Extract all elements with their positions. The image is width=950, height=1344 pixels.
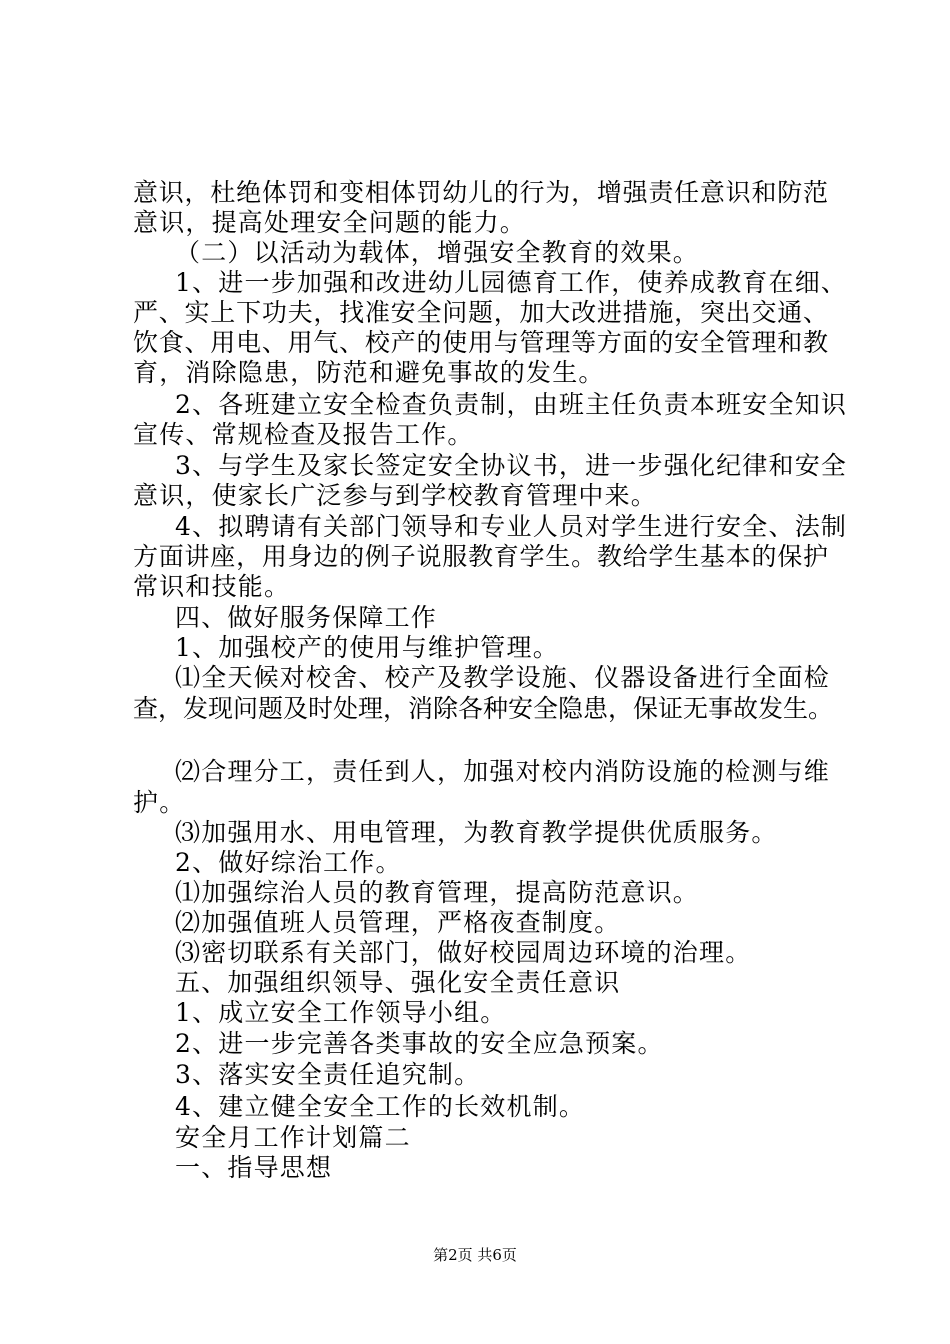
section-heading: 四、做好服务保障工作 (175, 603, 438, 632)
text-line: 1、成立安全工作领导小组。 (175, 998, 507, 1027)
section-heading: 安全月工作计划篇二 (175, 1123, 411, 1152)
text-line: ⑵合理分工，责任到人，加强对校内消防设施的检测与维 (175, 757, 831, 786)
text-line: 1、加强校产的使用与维护管理。 (175, 633, 559, 662)
text-line: 育，消除隐患，防范和避免事故的发生。 (133, 358, 605, 387)
text-line: 2、进一步完善各类事故的安全应急预案。 (175, 1029, 664, 1058)
text-line: 查，发现问题及时处理，消除各种安全隐患，保证无事故发生。 (133, 694, 834, 723)
text-line: 意识，提高处理安全问题的能力。 (133, 208, 527, 237)
text-line: ⑴加强综治人员的教育管理，提高防范意识。 (175, 878, 700, 907)
text-line: 3、落实安全责任追究制。 (175, 1060, 481, 1089)
page-number: 第2页 共6页 (433, 1246, 517, 1264)
text-line: 4、建立健全安全工作的长效机制。 (175, 1092, 586, 1121)
text-line: ⑶密切联系有关部门，做好校园周边环境的治理。 (175, 938, 752, 967)
text-line: 常识和技能。 (133, 572, 291, 601)
section-heading: 一、指导思想 (175, 1153, 333, 1182)
text-line: 严、实上下功夫，找准安全问题，加大改进措施，突出交通、 (133, 298, 828, 327)
text-line: ⑴全天候对校舍、校产及教学设施、仪器设备进行全面检 (175, 663, 831, 692)
text-line: ⑵加强值班人员管理，严格夜查制度。 (175, 908, 621, 937)
text-line: 3、与学生及家长签定安全协议书，进一步强化纪律和安全 (175, 451, 848, 480)
text-line: 饮食、用电、用气、校产的使用与管理等方面的安全管理和教 (133, 328, 828, 357)
text-line: 护。 (133, 788, 186, 817)
section-heading: 五、加强组织领导、强化安全责任意识 (175, 968, 621, 997)
text-line: 2、各班建立安全检查负责制，由班主任负责本班安全知识 (175, 390, 848, 419)
section-heading: （二）以活动为载体，增强安全教育的效果。 (175, 238, 700, 267)
text-line: 意识，杜绝体罚和变相体罚幼儿的行为，增强责任意识和防范 (133, 178, 828, 207)
text-line: 方面讲座，用身边的例子说服教育学生。教给学生基本的保护 (133, 542, 828, 571)
text-line: 1、进一步加强和改进幼儿园德育工作，使养成教育在细、 (175, 268, 848, 297)
text-line: 意识，使家长广泛参与到学校教育管理中来。 (133, 481, 658, 510)
text-line: 2、做好综治工作。 (175, 848, 402, 877)
text-line: ⑶加强用水、用电管理，为教育教学提供优质服务。 (175, 818, 778, 847)
text-line: 宣传、常规检查及报告工作。 (133, 420, 474, 449)
text-line: 4、拟聘请有关部门领导和专业人员对学生进行安全、法制 (175, 512, 848, 541)
